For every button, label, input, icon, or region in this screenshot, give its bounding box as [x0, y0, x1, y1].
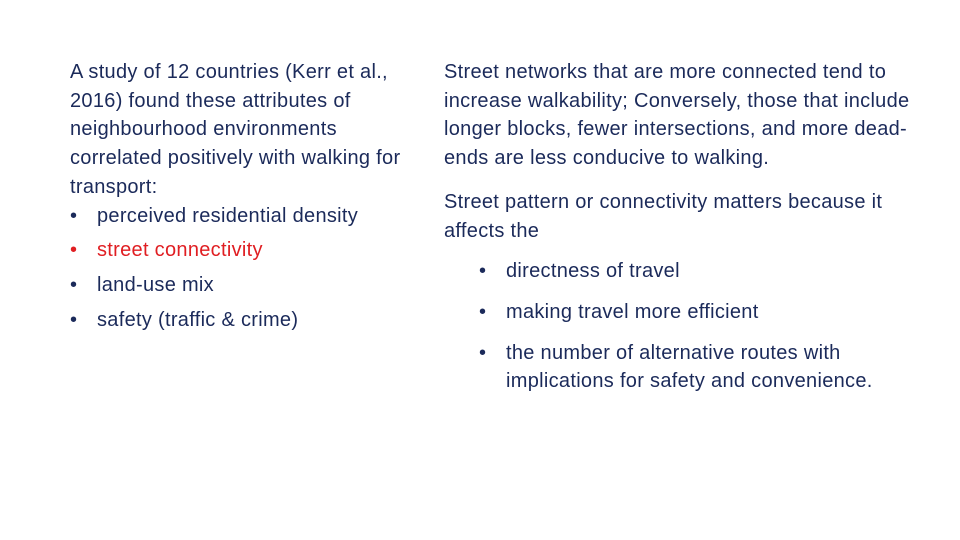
- list-item-highlighted: • street connectivity: [70, 236, 405, 265]
- list-item: • directness of travel: [479, 257, 934, 286]
- left-column: [70, 58, 405, 334]
- right-effects-list: [479, 257, 934, 396]
- list-item: • land-use mix: [70, 271, 405, 300]
- right-column: [444, 58, 934, 396]
- list-item: • safety (traffic & crime): [70, 306, 405, 335]
- right-paragraph-2: Street pattern or connectivity matters because it affects the: [444, 190, 883, 242]
- left-attribute-list: [70, 202, 405, 335]
- list-item: • making travel more efficient: [479, 298, 934, 327]
- left-intro-text: A study of 12 countries (Kerr et al., 2016) found these attributes of neighbourhood environments correlated positively with walking for transport:: [70, 61, 401, 198]
- list-item: • perceived residential density: [70, 202, 405, 231]
- list-item: • the number of alternative routes with implications for safety and convenience.: [479, 339, 934, 396]
- right-paragraph-1: Street networks that are more connected tend to increase walkability; Conversely, those that include longer blocks, fewer intersections, and more dead-ends are less conducive to walking.: [444, 61, 910, 170]
